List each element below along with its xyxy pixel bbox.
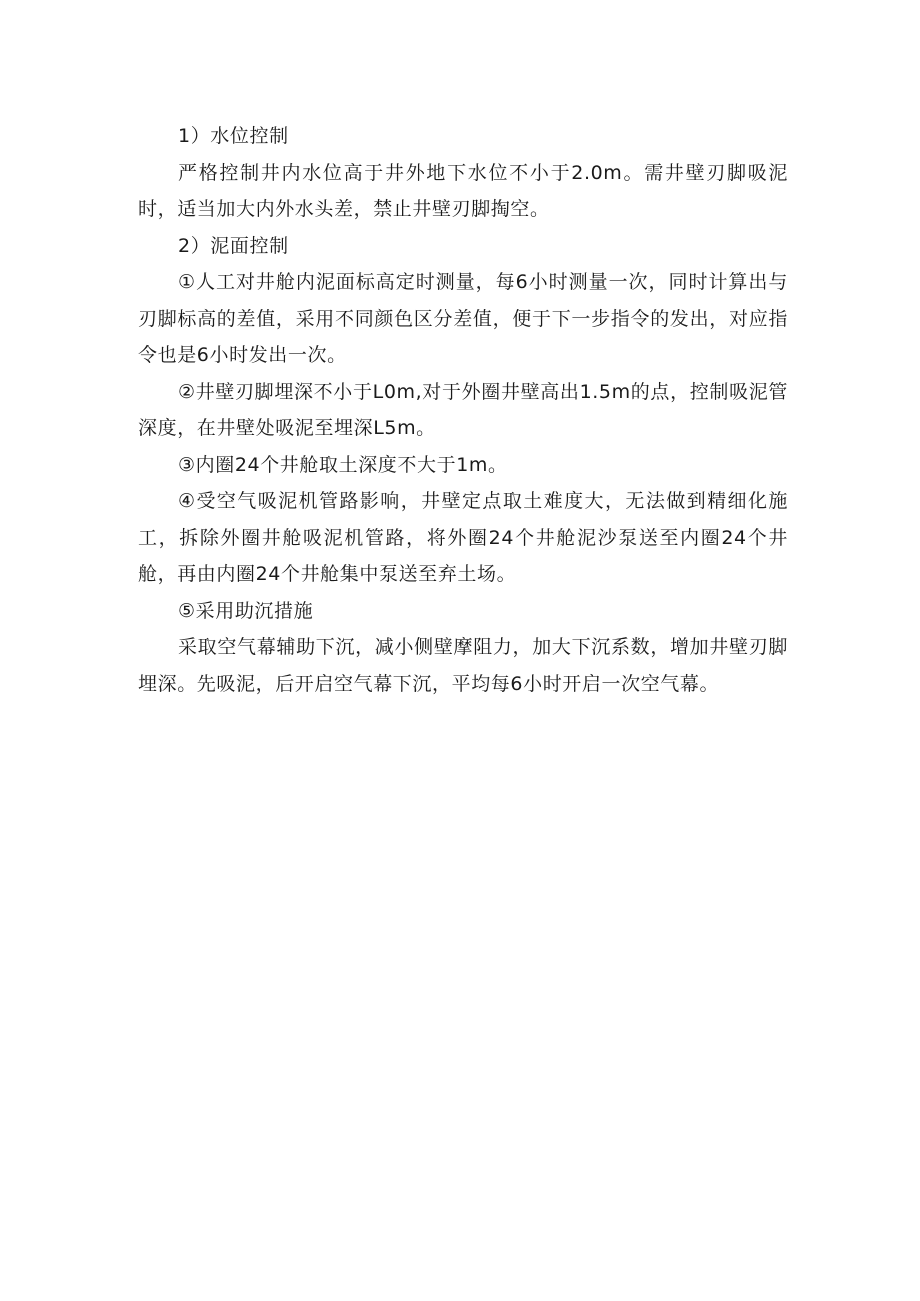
paragraph-item-3: ③内圈24个井舱取土深度不大于1m。	[178, 453, 508, 476]
paragraph-item-1: ①人工对井舱内泥面标高定时测量，每6小时测量一次，同时计算出与刃脚标高的差值，采用不同颜色区分差值，便于下一步指令的发出，对应指令也是6小时发出一次。	[138, 271, 788, 366]
paragraph-item-2: ②井壁刃脚埋深不小于L0m,对于外圈井壁高出1.5m的点，控制吸泥管深度，在井壁处吸泥至埋深L5m。	[138, 380, 788, 439]
heading-mud-surface-control: 2）泥面控制	[178, 234, 289, 257]
paragraph-item-5-heading: ⑤采用助沉措施	[178, 599, 314, 622]
paragraph-item-4: ④受空气吸泥机管路影响，井壁定点取土难度大，无法做到精细化施工，拆除外圈井舱吸泥机管路，将外圈24个井舱泥沙泵送至内圈24个井舱，再由内圈24个井舱集中泵送至弃土场。	[138, 490, 788, 585]
heading-water-level-control: 1）水位控制	[178, 125, 289, 147]
paragraph-air-curtain-details: 采取空气幕辅助下沉，减小侧壁摩阻力，加大下沉系数，增加井壁刃脚埋深。先吸泥，后开启空气幕下沉，平均每6小时开启一次空气幕。	[138, 636, 788, 695]
paragraph-water-level-details: 严格控制井内水位高于井外地下水位不小于2.0m。需井壁刃脚吸泥时，适当加大内外水头差，禁止井壁刃脚掏空。	[138, 161, 788, 220]
document-body	[138, 118, 788, 702]
